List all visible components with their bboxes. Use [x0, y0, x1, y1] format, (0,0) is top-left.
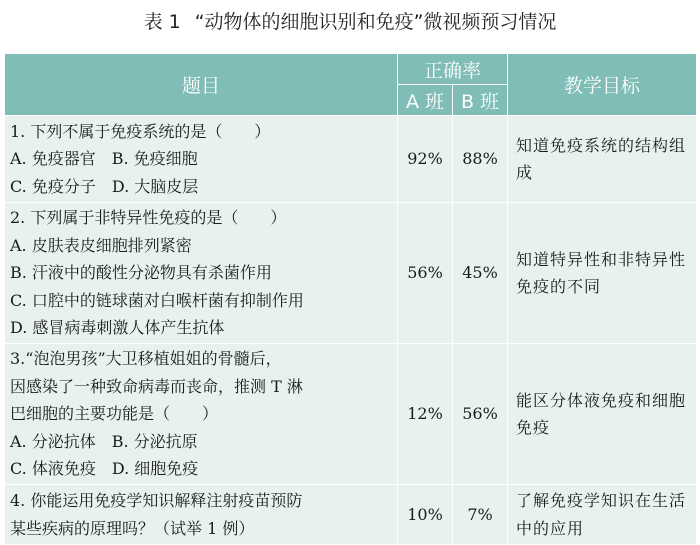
goal-text: 知道特异性和非特异性免疫的不同	[516, 249, 687, 296]
question-line: 某些疾病的原理吗？（试举 1 例）	[10, 518, 255, 538]
question-cell	[5, 485, 398, 545]
teaching-goal	[508, 485, 697, 545]
question-line: B. 汗液中的酸性分泌物具有杀菌作用	[10, 263, 272, 283]
question-line: C. 体液免疫 D. 细胞免疫	[10, 459, 199, 479]
table-title: “动物体的细胞识别和免疫”微视频预习情况	[194, 11, 557, 33]
question-line: D. 感冒病毒刺激人体产生抗体	[10, 318, 225, 338]
table-row	[5, 344, 697, 485]
question-cell	[5, 116, 398, 203]
class-a-accuracy: 12%	[398, 344, 453, 485]
question-line: C. 口腔中的链球菌对白喉杆菌有抑制作用	[10, 290, 304, 310]
header-class-a: A 班	[398, 85, 453, 116]
question-line: A. 免疫器官 B. 免疫细胞	[10, 149, 198, 169]
question-line: 4. 你能运用免疫学知识解释注射疫苗预防	[10, 491, 303, 510]
teaching-goal	[508, 344, 697, 485]
class-b-accuracy: 56%	[453, 344, 508, 485]
table-row	[5, 203, 697, 344]
question-line: 3.“泡泡男孩”大卫移植姐姐的骨髓后，	[10, 349, 282, 369]
question-line: 因感染了一种致命病毒而丧命，推测 T 淋	[10, 376, 303, 396]
goal-text: 能区分体液免疫和细胞免疫	[516, 390, 687, 437]
class-a-accuracy: 92%	[398, 116, 453, 203]
teaching-goal	[508, 116, 697, 203]
header-topic: 题目	[5, 54, 398, 116]
question-line: 1. 下列不属于免疫系统的是（ ）	[10, 121, 271, 141]
class-a-accuracy: 10%	[398, 485, 453, 545]
header-accuracy: 正确率	[398, 54, 508, 85]
class-b-accuracy: 45%	[453, 203, 508, 344]
goal-text: 知道免疫系统的结构组成	[516, 135, 687, 182]
class-b-accuracy: 7%	[453, 485, 508, 545]
question-line: 巴细胞的主要功能是（ ）	[10, 404, 219, 424]
question-line: 2. 下列属于非特异性免疫的是（ ）	[10, 208, 287, 228]
header-goal: 教学目标	[508, 54, 697, 116]
question-line: C. 免疫分子 D. 大脑皮层	[10, 176, 199, 196]
question-line: A. 皮肤表皮细胞排列紧密	[10, 235, 192, 255]
class-b-accuracy: 88%	[453, 116, 508, 203]
question-line: A. 分泌抗体 B. 分泌抗原	[10, 431, 198, 451]
goal-text: 了解免疫学知识在生活中的应用	[516, 491, 687, 538]
question-cell	[5, 344, 398, 485]
teaching-goal	[508, 203, 697, 344]
header-class-b: B 班	[453, 85, 508, 116]
question-cell	[5, 203, 398, 344]
table-number: 表 1	[143, 11, 181, 33]
table-row	[5, 116, 697, 203]
table-caption	[0, 6, 700, 38]
table-row	[5, 485, 697, 545]
class-a-accuracy: 56%	[398, 203, 453, 344]
results-table	[4, 53, 697, 545]
